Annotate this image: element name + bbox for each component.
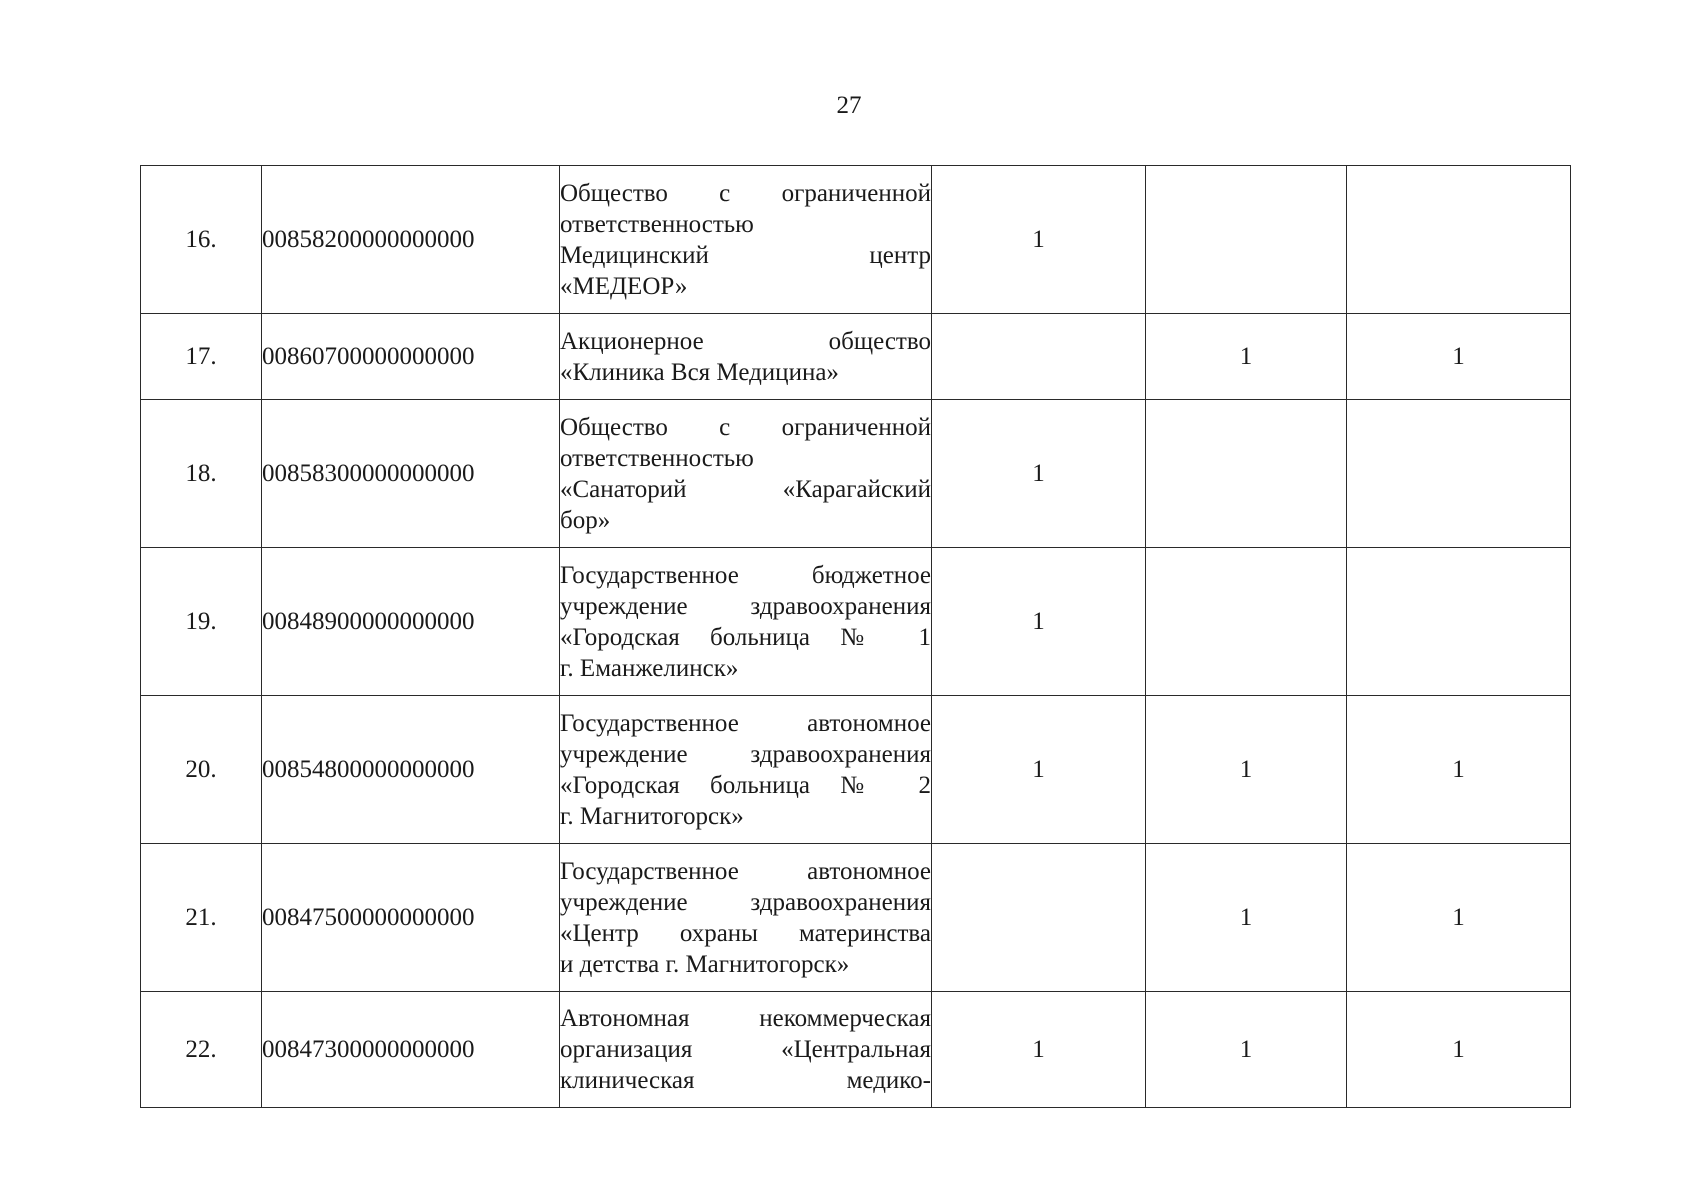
row-code: 00858300000000000	[262, 400, 560, 548]
row-number: 17.	[141, 314, 262, 400]
row-code: 00848900000000000	[262, 548, 560, 696]
name-line: «Городская больница № 2	[560, 771, 931, 799]
name-line: «Городская больница № 1	[560, 623, 931, 651]
row-value-2: 1	[1146, 696, 1347, 844]
row-organization-name	[560, 166, 932, 314]
row-value-3	[1347, 166, 1571, 314]
table-row	[141, 314, 1571, 400]
name-line: Общество с ограниченной	[560, 413, 931, 441]
row-number: 21.	[141, 844, 262, 992]
row-value-1: 1	[932, 548, 1146, 696]
name-line: «Клиника Вся Медицина»	[560, 358, 839, 386]
table-row	[141, 844, 1571, 992]
row-number: 19.	[141, 548, 262, 696]
name-line: клиническая медико-	[560, 1067, 931, 1094]
table-row	[141, 166, 1571, 314]
name-line: «МЕДЕОР»	[560, 272, 688, 300]
row-value-2	[1146, 166, 1347, 314]
name-line: и детства г. Магнитогорск»	[560, 950, 850, 978]
table-row	[141, 400, 1571, 548]
table-body	[141, 166, 1571, 1108]
row-value-3: 1	[1347, 696, 1571, 844]
row-value-1: 1	[932, 400, 1146, 548]
row-organization-name	[560, 400, 932, 548]
row-number: 16.	[141, 166, 262, 314]
row-organization-name	[560, 548, 932, 696]
name-line: ответственностью	[560, 210, 754, 238]
row-organization-name	[560, 992, 932, 1108]
row-value-1: 1	[932, 166, 1146, 314]
name-line: Государственное бюджетное	[560, 561, 931, 589]
page-number: 27	[836, 92, 862, 119]
row-value-2	[1146, 400, 1347, 548]
row-organization-name	[560, 844, 932, 992]
name-line: г. Еманжелинск»	[560, 654, 739, 682]
row-code: 00858200000000000	[262, 166, 560, 314]
name-line: Медицинский центр	[560, 241, 931, 269]
row-value-2: 1	[1146, 314, 1347, 400]
row-number: 18.	[141, 400, 262, 548]
name-line: организация «Центральная	[560, 1036, 931, 1063]
table-row	[141, 696, 1571, 844]
name-line: «Центр охраны материнства	[560, 919, 931, 947]
name-line: бор»	[560, 506, 611, 534]
name-line: Государственное автономное	[560, 709, 931, 737]
row-value-3: 1	[1347, 314, 1571, 400]
name-line: Государственное автономное	[560, 857, 931, 885]
name-line: Общество с ограниченной	[560, 179, 931, 207]
row-value-2: 1	[1146, 844, 1347, 992]
name-line: г. Магнитогорск»	[560, 802, 744, 830]
row-value-2	[1146, 548, 1347, 696]
row-number: 22.	[141, 992, 262, 1108]
registry-table	[140, 165, 1571, 1108]
row-value-1: 1	[932, 696, 1146, 844]
name-line: «Санаторий «Карагайский	[560, 475, 931, 503]
table-row	[141, 992, 1571, 1108]
row-value-2: 1	[1146, 992, 1347, 1108]
row-value-3	[1347, 400, 1571, 548]
row-organization-name	[560, 696, 932, 844]
row-code: 00847300000000000	[262, 992, 560, 1108]
name-line: учреждение здравоохранения	[560, 888, 931, 916]
row-organization-name	[560, 314, 932, 400]
name-line: учреждение здравоохранения	[560, 740, 931, 768]
row-value-1	[932, 314, 1146, 400]
row-value-1: 1	[932, 992, 1146, 1108]
name-line: Акционерное общество	[560, 327, 931, 355]
row-number: 20.	[141, 696, 262, 844]
row-code: 00854800000000000	[262, 696, 560, 844]
row-value-1	[932, 844, 1146, 992]
name-line: учреждение здравоохранения	[560, 592, 931, 620]
name-line: Автономная некоммерческая	[560, 1005, 931, 1032]
row-code: 00847500000000000	[262, 844, 560, 992]
row-code: 00860700000000000	[262, 314, 560, 400]
name-line: ответственностью	[560, 444, 754, 472]
row-value-3: 1	[1347, 844, 1571, 992]
table-row	[141, 548, 1571, 696]
row-value-3	[1347, 548, 1571, 696]
row-value-3: 1	[1347, 992, 1571, 1108]
